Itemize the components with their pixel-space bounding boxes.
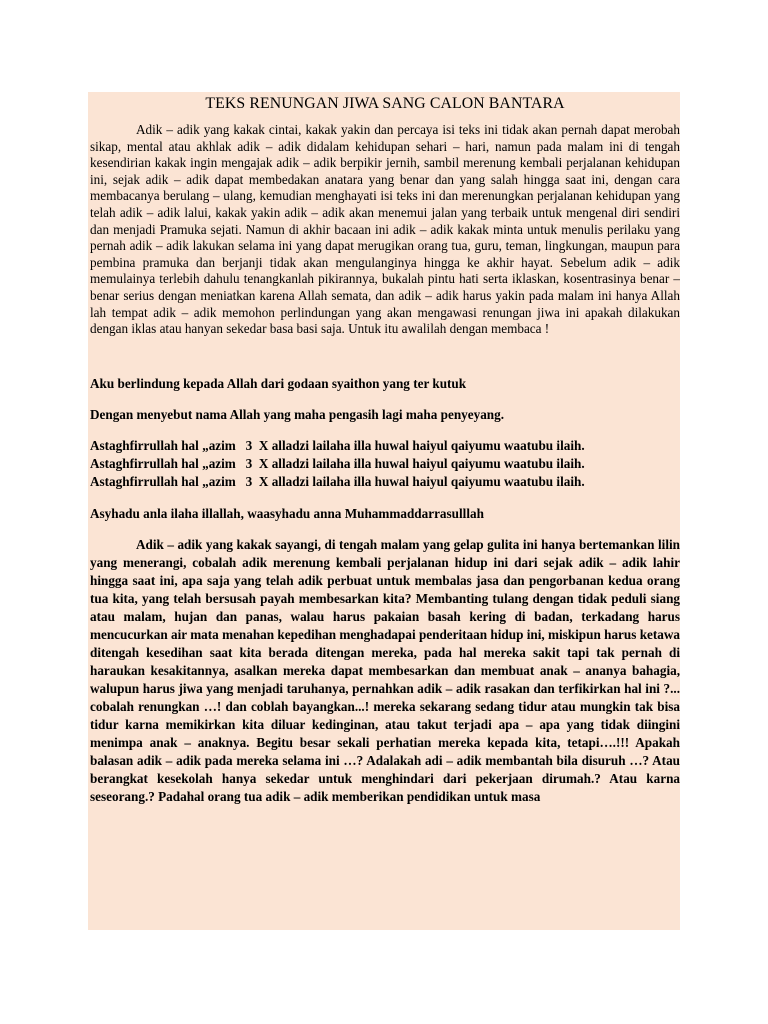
taawudz-line: Aku berlindung kepada Allah dari godaan syaithon yang ter kutuk bbox=[90, 375, 467, 391]
istighfar-line: Astaghfirrullah hal „azim 3 X alladzi lailaha illa huwal haiyul qaiyumu waatubu ilaih. bbox=[90, 437, 585, 453]
second-paragraph: Adik – adik yang kakak sayangi, di tengah malam yang gelap gulita ini hanya bertemankan lilin yang menerangi, cobalah adik merenung kembali perjalanan hidup ini dari sejak adik – adik lahir hingga saat ini, apa saja yang telah adik perbuat untuk membalas jasa dan pengorbanan kedua orang tua kita, yang telah bersusah payah membesarkan kita? Membanting tulang dengan tidak peduli siang atau malam, hujan dan panas, walau harus pakaian basah kering di badan, terkadang harus mencucurkan air mata menahan kepedihan menghadapai penderitaan hidup ini, miskipun harus ketawa ditengah kesedihan saat kita berada ditengan mereka, pada hal mereka sakit tapi tak pernah di haraukan kesakitannya, asalkan mereka dapat membesarkan dan membuat anak – ananya bahagia, walupun harus jiwa yang menjadi taruhanya, pernahkan adik – adik rasakan dan terfikirkan hal ini ?... cobalah renungkan …! dan coblah bayangkan...! mereka sekarang sedang tidur atau mungkin tak bisa tidur karna memikirkan kita diluar kedinginan, atau takut terjadi apa – apa yang tidak diingini menimpa anak – anaknya. Begitu besar sekali perhatian mereka kepada kita, tetapi….!!! Apakah balasan adik – adik pada mereka selama ini …? Adalakah adi – adik membantah bila disuruh …? Atau berangkat kesekolah hanya sekedar untuk menghindari dari pekerjaan dirumah.? Atau karna seseorang.? Padahal orang tua adik – adik memberikan pendidikan untuk masa bbox=[90, 536, 680, 804]
document-page bbox=[88, 92, 680, 930]
document-title: TEKS RENUNGAN JIWA SANG CALON BANTARA bbox=[205, 95, 565, 112]
istighfar-line: Astaghfirrullah hal „azim 3 X alladzi lailaha illa huwal haiyul qaiyumu waatubu ilaih. bbox=[90, 455, 585, 471]
document-content bbox=[90, 92, 680, 806]
intro-paragraph: Adik – adik yang kakak cintai, kakak yakin dan percaya isi teks ini tidak akan pernah dapat merobah sikap, mental atau akhlak adik – adik didalam kehidupan sehari – hari, namun pada malam ini di tengah kesendirian kakak ingin mengajak adik – adik berpikir jernih, sambil merenung kembali perjalanan kehidupan ini, sejak adik – adik dapat membedakan anatara yang benar dan yang salah hingga saat ini, dengan cara membacanya berulang – ulang, kemudian menghayati isi teks ini dan merenungkan perjalanan kehidupan yang telah adik – adik lalui, kakak yakin adik – adik akan menemui jalan yang terbaik untuk mengenal diri sendiri dan menjadi Pramuka sejati. Namun di akhir bacaan ini adik – adik kakak minta untuk menulis perilaku yang pernah adik – adik lakukan selama ini yang dapat merugikan orang tua, guru, teman, lingkungan, maupun para pembina pramuka dan berjanji tidak akan mengulanginya hingga ke akhir hayat. Sebelum adik – adik memulainya terlebih dahulu tenangkanlah pikirannya, bukalah pintu hati serta iklaskan, kosentrasinya benar – benar serius dengan meniatkan karena Allah semata, dan adik – adik harus yakin pada malam ini hanya Allah lah tempat adik – adik memohon perlindungan yang akan mengawasi renungan jiwa ini apakah dilakukan dengan iklas atau hanyan sekedar basa basi saja. Untuk itu awalilah dengan membaca ! bbox=[90, 122, 680, 337]
basmalah-line: Dengan menyebut nama Allah yang maha pengasih lagi maha penyeyang. bbox=[90, 406, 505, 422]
istighfar-line: Astaghfirrullah hal „azim 3 X alladzi lailaha illa huwal haiyul qaiyumu waatubu ilaih. bbox=[90, 473, 585, 489]
syahadat-line: Asyhadu anla ilaha illallah, waasyhadu anna Muhammaddarrasulllah bbox=[90, 505, 484, 521]
